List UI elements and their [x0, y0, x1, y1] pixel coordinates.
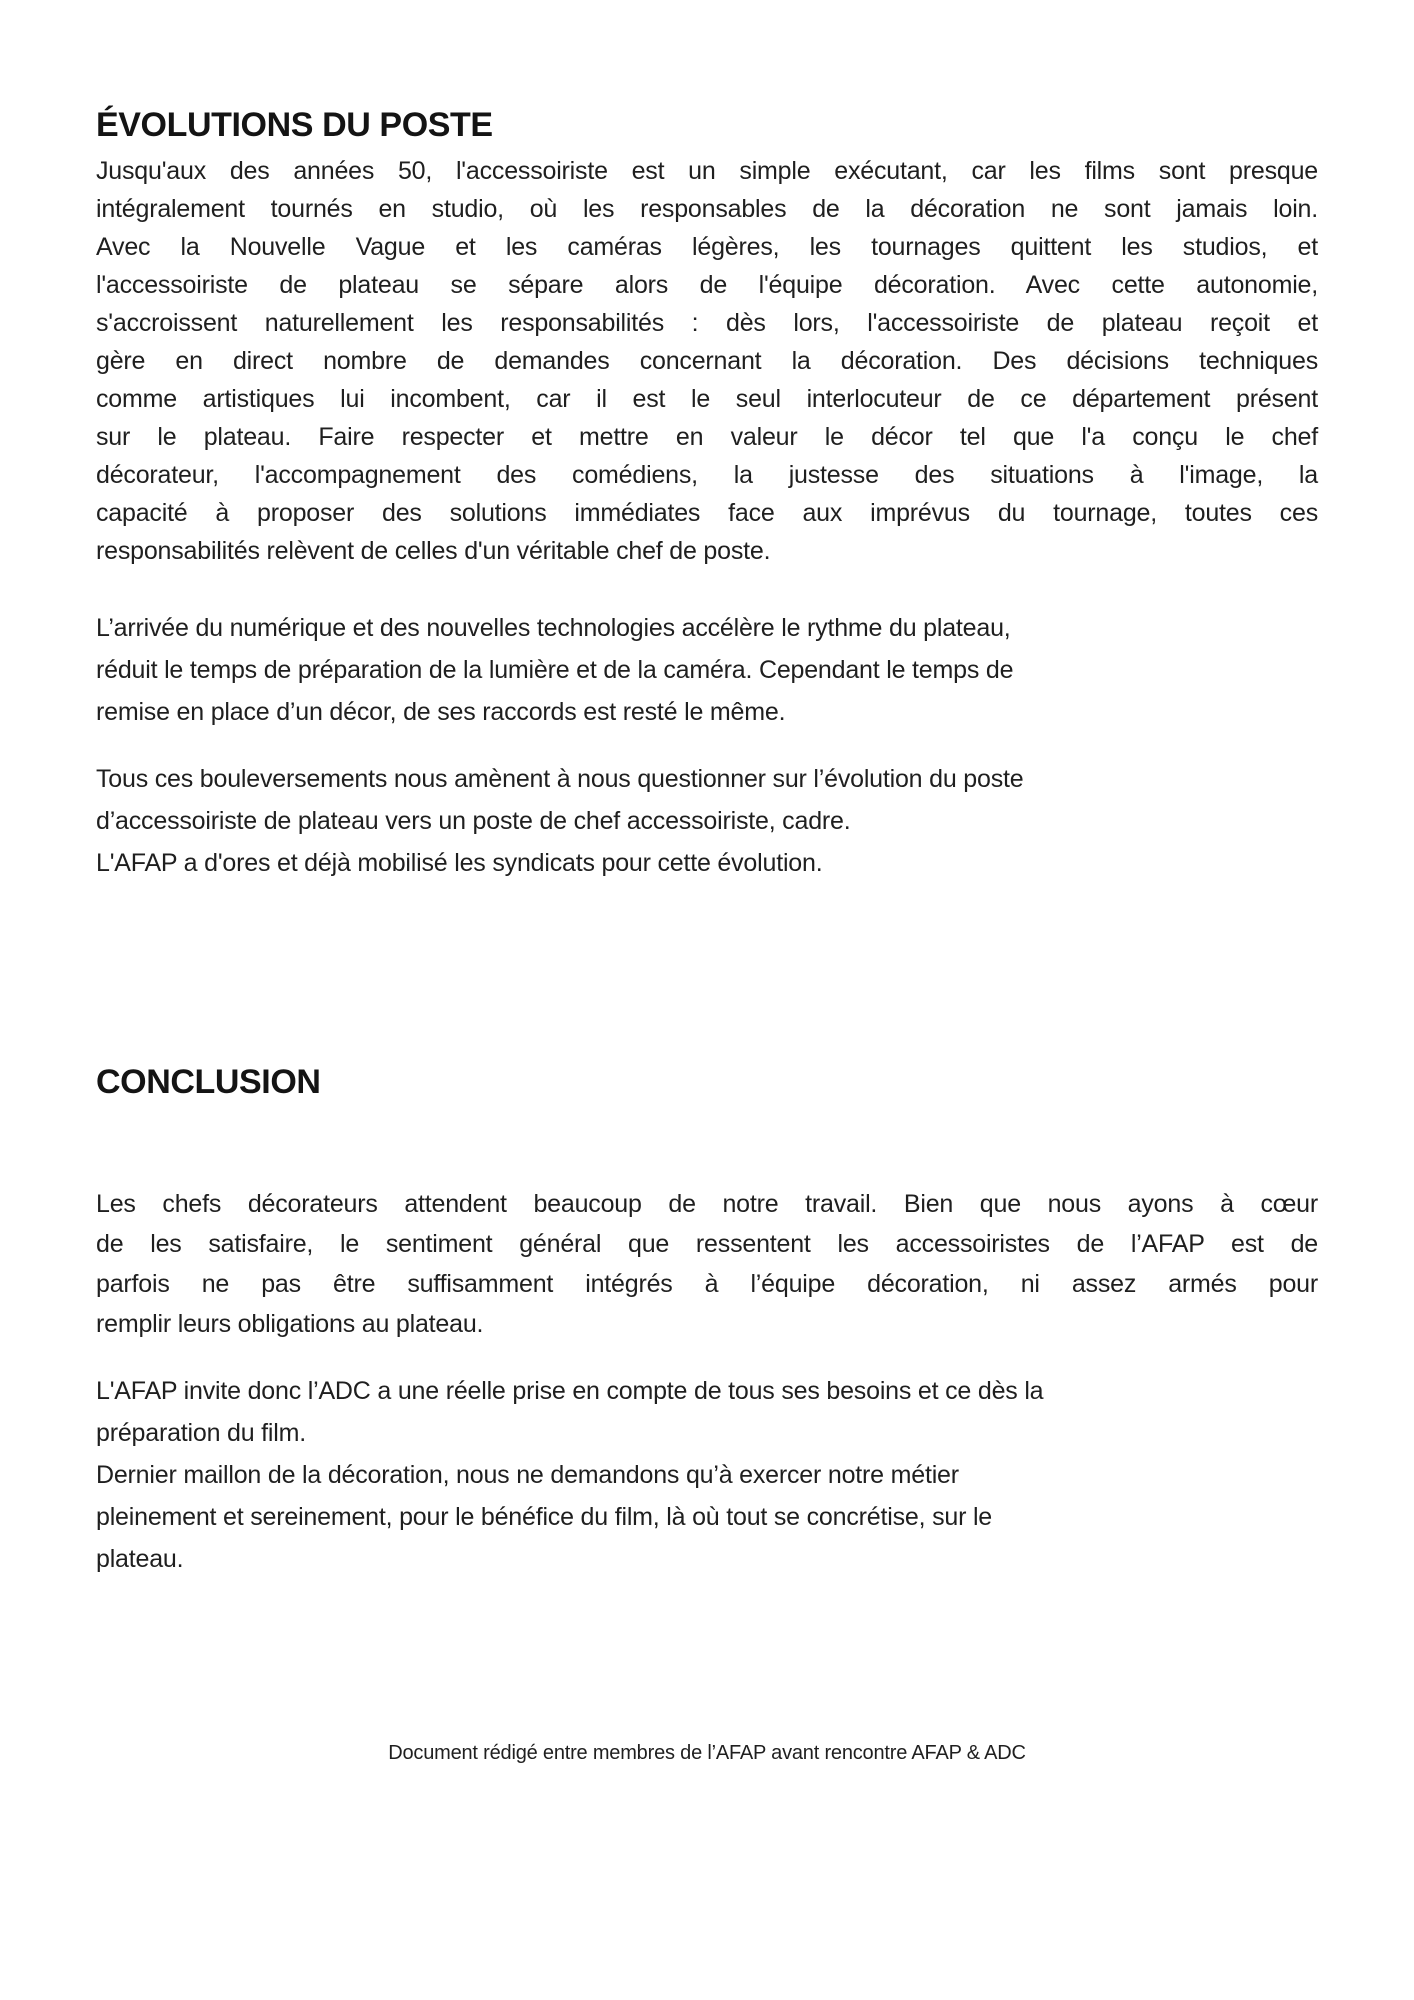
footer-note: Document rédigé entre membres de l’AFAP avant rencontre AFAP & ADC [388, 1742, 1026, 1764]
text-line: sur le plateau. Faire respecter et mettre en valeur le décor tel que l'a conçu le chef [96, 423, 1318, 451]
text-line: décorateur, l'accompagnement des comédiens, la justesse des situations à l'image, la [96, 461, 1318, 489]
text-line: réduit le temps de préparation de la lumière et de la caméra. Cependant le temps de [96, 656, 1014, 684]
text-line: responsabilités relèvent de celles d'un véritable chef de poste. [96, 537, 771, 565]
text-line: Tous ces bouleversements nous amènent à nous questionner sur l’évolution du poste [96, 765, 1024, 793]
text-line: s'accroissent naturellement les responsabilités : dès lors, l'accessoiriste de plateau reçoit et [96, 309, 1318, 337]
text-line: Jusqu'aux des années 50, l'accessoiriste est un simple exécutant, car les films sont presque [96, 157, 1318, 185]
text-line: Dernier maillon de la décoration, nous ne demandons qu’à exercer notre métier [96, 1461, 959, 1489]
text-line: Avec la Nouvelle Vague et les caméras légères, les tournages quittent les studios, et [96, 233, 1318, 261]
text-line: remise en place d’un décor, de ses raccords est resté le même. [96, 698, 786, 726]
text-line: comme artistiques lui incombent, car il est le seul interlocuteur de ce département présent [96, 385, 1318, 413]
text-line: Les chefs décorateurs attendent beaucoup de notre travail. Bien que nous ayons à cœur [96, 1190, 1318, 1218]
text-line: L'AFAP a d'ores et déjà mobilisé les syndicats pour cette évolution. [96, 849, 823, 877]
text-line: l'accessoiriste de plateau se sépare alors de l'équipe décoration. Avec cette autonomie, [96, 271, 1318, 299]
text-line: plateau. [96, 1545, 184, 1573]
text-line: préparation du film. [96, 1419, 307, 1447]
paragraph-history [96, 152, 1318, 570]
text-line: de les satisfaire, le sentiment général que ressentent les accessoiristes de l’AFAP est de [96, 1230, 1318, 1258]
text-line: gère en direct nombre de demandes concernant la décoration. Des décisions techniques [96, 347, 1318, 375]
paragraph-invitation [96, 1370, 1318, 1580]
text-line: parfois ne pas être suffisamment intégrés à l’équipe décoration, ni assez armés pour [96, 1270, 1318, 1298]
text-line: intégralement tournés en studio, où les responsables de la décoration ne sont jamais loin. [96, 195, 1318, 223]
text-line: L’arrivée du numérique et des nouvelles technologies accélère le rythme du plateau, [96, 614, 1011, 642]
paragraph-numerique [96, 607, 1318, 733]
text-line: remplir leurs obligations au plateau. [96, 1310, 484, 1338]
section-heading-evolutions: ÉVOLUTIONS DU POSTE [96, 106, 493, 144]
paragraph-chefs-decorateurs [96, 1184, 1318, 1344]
text-line: L'AFAP invite donc l’ADC a une réelle prise en compte de tous ses besoins et ce dès la [96, 1377, 1044, 1405]
paragraph-bouleversements [96, 758, 1318, 884]
section-heading-conclusion: CONCLUSION [96, 1063, 321, 1101]
text-line: pleinement et sereinement, pour le bénéfice du film, là où tout se concrétise, sur le [96, 1503, 993, 1531]
text-line: capacité à proposer des solutions immédiates face aux imprévus du tournage, toutes ces [96, 499, 1318, 527]
text-line: d’accessoiriste de plateau vers un poste de chef accessoiriste, cadre. [96, 807, 851, 835]
